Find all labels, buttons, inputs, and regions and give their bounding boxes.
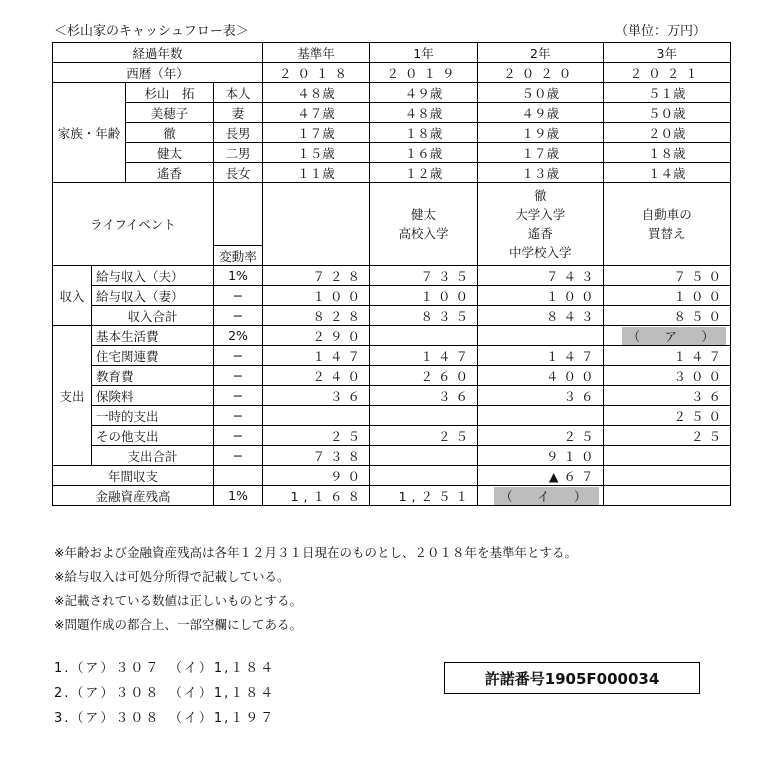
value-cell: ７２８ <box>263 266 370 286</box>
note-line: ※記載されている数値は正しいものとする。 <box>54 593 302 608</box>
row-label: 年間収支 <box>53 466 214 486</box>
row-label: 教育費 <box>92 366 214 386</box>
table-row <box>53 43 731 63</box>
income-label: 収入 <box>53 266 92 326</box>
table-row <box>53 266 731 286</box>
value-cell: ３６ <box>603 386 731 406</box>
value-cell: ２９０ <box>263 326 370 346</box>
table-row <box>53 63 731 83</box>
value-cell: ８５０ <box>603 306 731 326</box>
unit-label: （単位：万円） <box>614 24 706 39</box>
table-row <box>53 286 731 306</box>
expense-label: 支出 <box>53 326 92 466</box>
row-label: 給与収入（夫） <box>92 266 214 286</box>
rate-cell: − <box>214 386 263 406</box>
value-cell: ４００ <box>478 366 604 386</box>
age-cell: ２０歳 <box>603 123 731 143</box>
member-rel: 二男 <box>214 143 263 163</box>
value-cell <box>370 466 478 486</box>
value-cell: ８２８ <box>263 306 370 326</box>
family-label: 家族・年齢 <box>53 83 126 183</box>
value-cell <box>603 486 731 506</box>
row-label: 住宅関連費 <box>92 346 214 366</box>
value-cell: ２５ <box>478 426 604 446</box>
year-cell: ２０１８ <box>263 63 370 83</box>
value-cell: ７４３ <box>478 266 604 286</box>
value-cell: ２５０ <box>603 406 731 426</box>
note-line: ※給与収入は可処分所得で記載している。 <box>54 569 290 584</box>
elapsed-label: 経過年数 <box>53 43 263 63</box>
value-cell: １４７ <box>263 346 370 366</box>
value-cell: ９１０ <box>478 446 604 466</box>
age-cell: １３歳 <box>478 163 604 183</box>
value-cell: １００ <box>370 286 478 306</box>
age-cell: ５１歳 <box>603 83 731 103</box>
member-rel: 長女 <box>214 163 263 183</box>
value-cell <box>603 466 731 486</box>
year-label: 西暦（年） <box>53 63 263 83</box>
table-row <box>53 486 731 506</box>
col-header: 3年 <box>603 43 731 63</box>
age-cell: １２歳 <box>370 163 478 183</box>
notes <box>54 541 577 637</box>
table-row <box>53 103 731 123</box>
note-line: ※年齢および金融資産残高は各年１２月３１日現在のものとし、２０１８年を基準年とする。 <box>54 545 577 560</box>
event-cell <box>370 183 478 266</box>
answer-blank-i <box>478 486 604 506</box>
year-cell: ２０２０ <box>478 63 604 83</box>
value-cell: ７５０ <box>603 266 731 286</box>
age-cell: １７歳 <box>478 143 604 163</box>
value-cell: ▲６７ <box>478 466 604 486</box>
member-name: 杉山 拓 <box>126 83 214 103</box>
value-cell: １００ <box>478 286 604 306</box>
event-line: 健太 <box>410 207 436 222</box>
value-cell: ２５ <box>603 426 731 446</box>
value-cell: ３６ <box>478 386 604 406</box>
row-label: 給与収入（妻） <box>92 286 214 306</box>
table-row <box>53 143 731 163</box>
value-cell: ３６ <box>263 386 370 406</box>
table-row <box>53 466 731 486</box>
row-label: その他支出 <box>92 426 214 446</box>
member-rel: 妻 <box>214 103 263 123</box>
value-cell: ２４０ <box>263 366 370 386</box>
rate-cell: − <box>214 406 263 426</box>
choice-2[interactable]: 2.（ア）３０８ （イ）1,１８４ <box>54 686 276 701</box>
member-name: 遙香 <box>126 163 214 183</box>
table-row <box>53 346 731 366</box>
event-cell <box>603 183 731 266</box>
blank-i: （ イ ） <box>494 487 599 505</box>
event-line: 遙香 <box>527 226 553 241</box>
event-line: 徹 <box>534 188 547 203</box>
rate-cell: − <box>214 286 263 306</box>
event-line: 中学校入学 <box>509 245 572 260</box>
event-line: 買替え <box>648 226 686 241</box>
event-line: 大学入学 <box>515 207 566 222</box>
table-row <box>53 446 731 466</box>
event-line: 高校入学 <box>398 226 449 241</box>
value-cell: １４７ <box>478 346 604 366</box>
value-cell: ８３５ <box>370 306 478 326</box>
rate-cell: − <box>214 346 263 366</box>
rate-cell: − <box>214 446 263 466</box>
answer-choices <box>54 656 275 731</box>
col-header: 2年 <box>478 43 604 63</box>
age-cell: １８歳 <box>370 123 478 143</box>
age-cell: ４７歳 <box>263 103 370 123</box>
answer-blank-a <box>603 326 731 346</box>
year-cell: ２０２１ <box>603 63 731 83</box>
table-row <box>53 183 731 246</box>
table-title: ＜杉山家のキャッシュフロー表＞ <box>54 24 249 39</box>
row-label: 保険料 <box>92 386 214 406</box>
member-name: 健太 <box>126 143 214 163</box>
age-cell: １８歳 <box>603 143 731 163</box>
value-cell <box>263 406 370 426</box>
value-cell: ７３８ <box>263 446 370 466</box>
event-line: 自動車の <box>641 207 692 222</box>
table-row <box>53 386 731 406</box>
table-row <box>53 426 731 446</box>
event-cell <box>263 183 370 266</box>
rate-cell: − <box>214 366 263 386</box>
member-name: 徹 <box>126 123 214 143</box>
table-row <box>53 123 731 143</box>
rate-spacer <box>214 183 263 246</box>
table-row <box>53 406 731 426</box>
age-cell: ４９歳 <box>478 103 604 123</box>
row-label: 収入合計 <box>92 306 214 326</box>
member-name: 美穂子 <box>126 103 214 123</box>
value-cell: １４７ <box>603 346 731 366</box>
value-cell: ２５ <box>263 426 370 446</box>
row-label: 基本生活費 <box>92 326 214 346</box>
age-cell: ５０歳 <box>478 83 604 103</box>
age-cell: ４８歳 <box>370 103 478 123</box>
blank-a: （ ア ） <box>622 327 727 345</box>
rate-cell: 1% <box>214 266 263 286</box>
value-cell: １００ <box>603 286 731 306</box>
value-cell: 1,２５１ <box>370 486 478 506</box>
col-header: 基準年 <box>263 43 370 63</box>
table-row <box>53 306 731 326</box>
table-row <box>53 163 731 183</box>
value-cell <box>603 446 731 466</box>
age-cell: １１歳 <box>263 163 370 183</box>
permit-number: 許諾番号1905F000034 <box>444 662 700 694</box>
age-cell: ５０歳 <box>603 103 731 123</box>
event-cell <box>478 183 604 266</box>
life-event-label: ライフイベント <box>53 183 214 266</box>
age-cell: ４９歳 <box>370 83 478 103</box>
rate-cell: − <box>214 306 263 326</box>
value-cell <box>370 326 478 346</box>
age-cell: ４８歳 <box>263 83 370 103</box>
rate-cell: − <box>214 426 263 446</box>
age-cell: １９歳 <box>478 123 604 143</box>
rate-cell: 2% <box>214 326 263 346</box>
age-cell: １５歳 <box>263 143 370 163</box>
col-header: 1年 <box>370 43 478 63</box>
value-cell: １００ <box>263 286 370 306</box>
cashflow-table <box>52 42 731 506</box>
table-row <box>53 326 731 346</box>
note-line: ※問題作成の都合上、一部空欄にしてある。 <box>54 617 302 632</box>
age-cell: １６歳 <box>370 143 478 163</box>
row-label: 一時的支出 <box>92 406 214 426</box>
value-cell: ８４３ <box>478 306 604 326</box>
value-cell: １４７ <box>370 346 478 366</box>
choice-1[interactable]: 1.（ア）３０７ （イ）1,１８４ <box>54 661 276 676</box>
rate-cell <box>214 466 263 486</box>
member-rel: 本人 <box>214 83 263 103</box>
choice-3[interactable]: 3.（ア）３０８ （イ）1,１９７ <box>54 711 276 726</box>
row-label: 金融資産残高 <box>53 486 214 506</box>
value-cell: ２６０ <box>370 366 478 386</box>
rate-cell: 1% <box>214 486 263 506</box>
value-cell <box>478 326 604 346</box>
table-row <box>53 83 731 103</box>
value-cell <box>370 406 478 426</box>
value-cell: 1,１６８ <box>263 486 370 506</box>
value-cell <box>478 406 604 426</box>
year-cell: ２０１９ <box>370 63 478 83</box>
row-label: 支出合計 <box>92 446 214 466</box>
age-cell: １７歳 <box>263 123 370 143</box>
value-cell: ７３５ <box>370 266 478 286</box>
age-cell: １４歳 <box>603 163 731 183</box>
value-cell: ３６ <box>370 386 478 406</box>
value-cell: ２５ <box>370 426 478 446</box>
value-cell: ３００ <box>603 366 731 386</box>
table-row <box>53 366 731 386</box>
member-rel: 長男 <box>214 123 263 143</box>
value-cell <box>370 446 478 466</box>
value-cell: ９０ <box>263 466 370 486</box>
rate-header: 変動率 <box>214 246 263 266</box>
